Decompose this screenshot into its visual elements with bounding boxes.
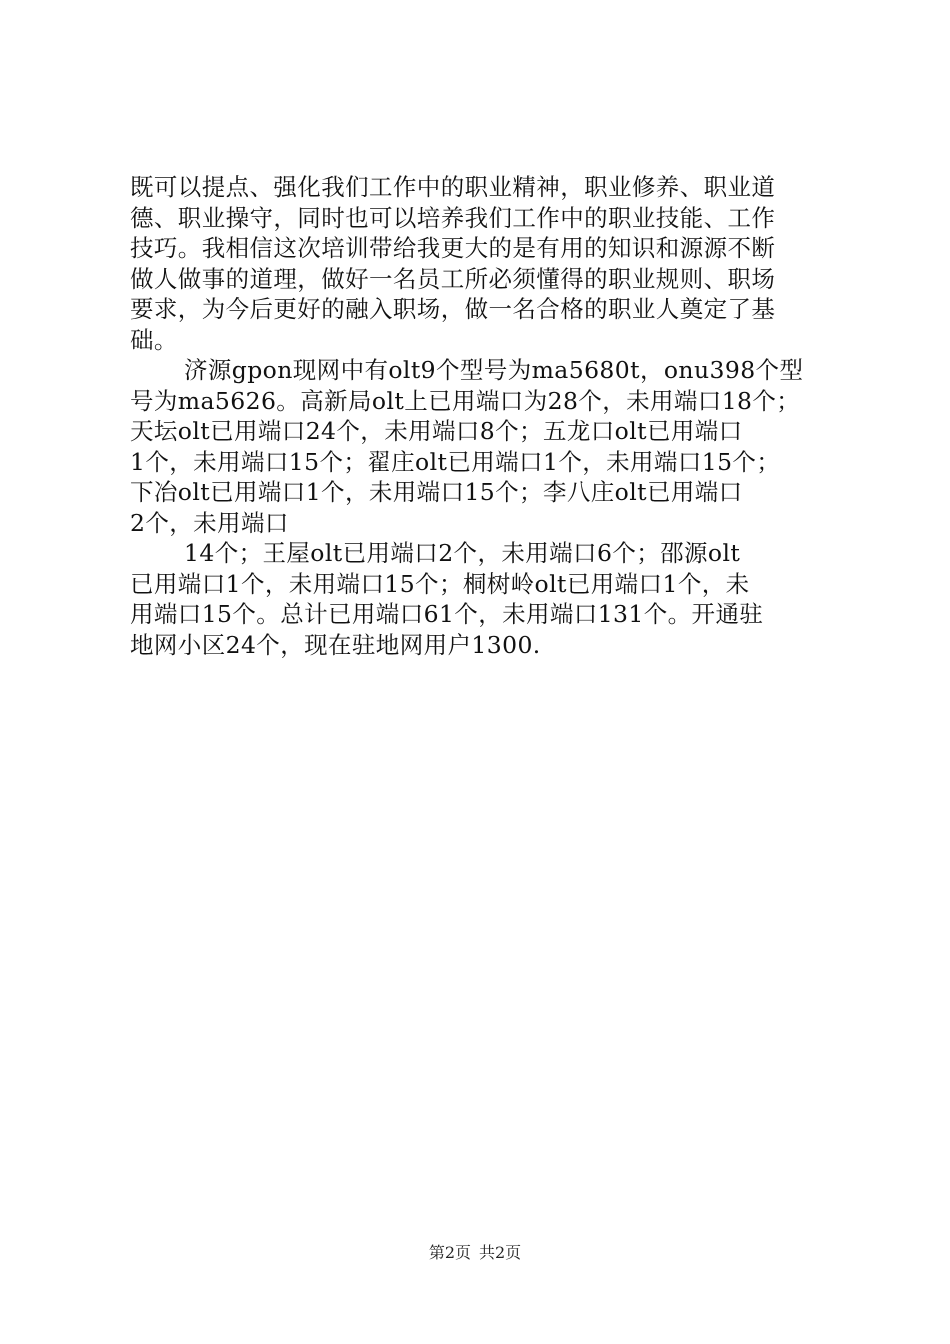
page-footer bbox=[0, 1243, 950, 1263]
text-line: 已用端口1个，未用端口15个；桐树岭olt已用端口1个，未 bbox=[130, 569, 750, 598]
text-line: 号为ma5626。高新局olt上已用端口为28个，未用端口18个； bbox=[130, 386, 801, 415]
text-line: 德、职业操守，同时也可以培养我们工作中的职业技能、工作 bbox=[130, 203, 776, 232]
text-line: 用端口15个。总计已用端口61个，未用端口131个。开通驻 bbox=[130, 600, 764, 628]
paragraph-start-line: 14个；王屋olt已用端口2个，未用端口6个；邵源olt bbox=[184, 539, 741, 567]
body-text bbox=[130, 172, 840, 660]
text-line: 天坛olt已用端口24个，未用端口8个；五龙口olt已用端口 bbox=[130, 417, 743, 445]
text-line: 础。 bbox=[130, 325, 178, 354]
page-number: 第2页 bbox=[428, 1243, 471, 1262]
text-line: 要求，为今后更好的融入职场，做一名合格的职业人奠定了基 bbox=[130, 295, 776, 323]
text-line: 下冶olt已用端口1个，未用端口15个；李八庄olt已用端口 bbox=[130, 478, 743, 506]
text-line: 地网小区24个，现在驻地网用户1300. bbox=[130, 630, 541, 659]
text-line: 2个，未用端口 bbox=[130, 508, 289, 537]
text-line: 技巧。我相信这次培训带给我更大的是有用的知识和源源不断 bbox=[130, 234, 776, 262]
paragraph-start-line: 济源gpon现网中有olt9个型号为ma5680t，onu398个型 bbox=[184, 356, 804, 384]
text-line: 既可以提点、强化我们工作中的职业精神，职业修养、职业道 bbox=[130, 173, 776, 201]
page-total: 共2页 bbox=[479, 1243, 522, 1262]
text-line: 做人做事的道理，做好一名员工所必须懂得的职业规则、职场 bbox=[130, 264, 776, 293]
text-line: 1个，未用端口15个；翟庄olt已用端口1个，未用端口15个； bbox=[130, 447, 781, 476]
